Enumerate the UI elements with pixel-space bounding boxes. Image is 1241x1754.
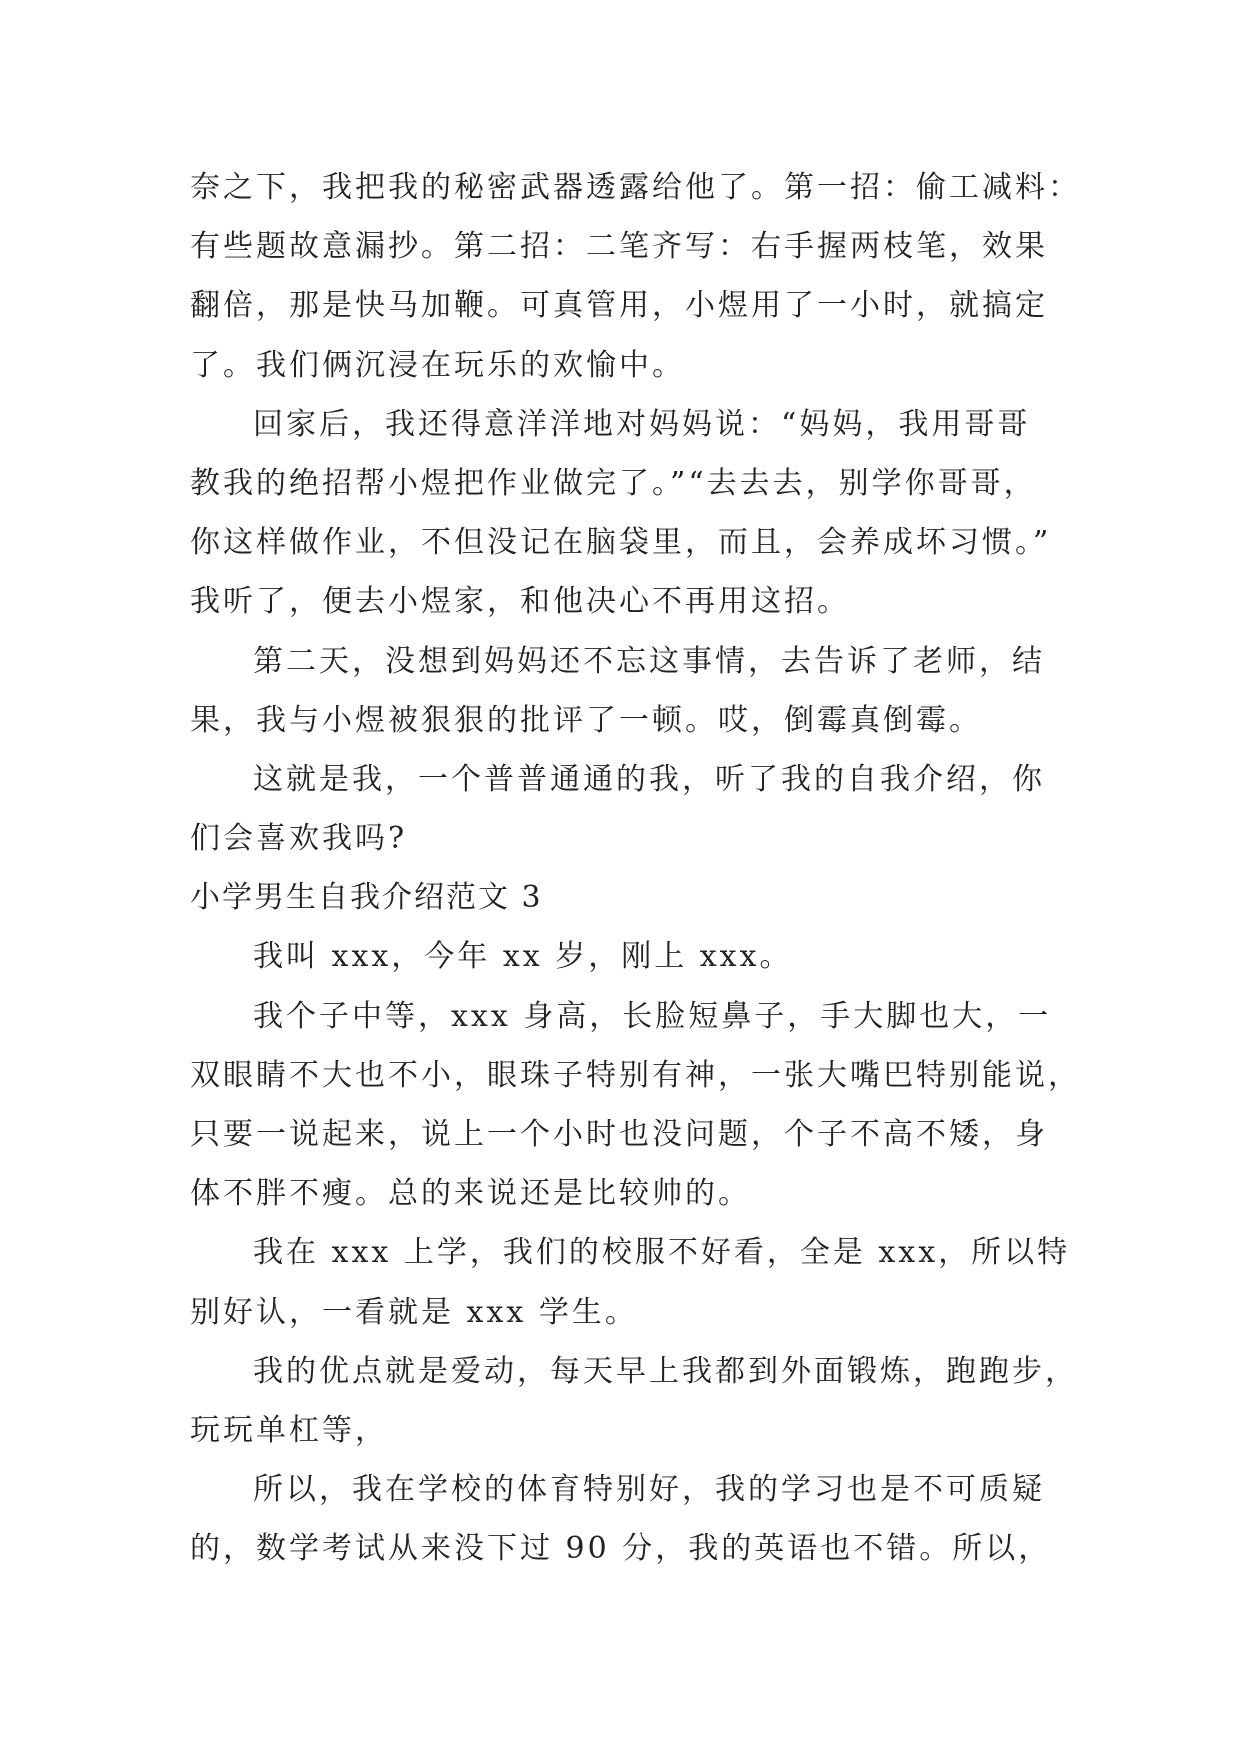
paragraph-line: 果，我与小煜被狠狠的批评了一顿。哎，倒霉真倒霉。 bbox=[190, 702, 982, 738]
paragraph-line: 奈之下，我把我的秘密武器透露给他了。第一招：偷工减料： bbox=[190, 170, 1081, 205]
paragraph-line: 这就是我，一个普普通通的我，听了我的自我介绍，你 bbox=[253, 761, 1045, 797]
paragraph-line: 你这样做作业，不但没记在脑袋里，而且，会养成坏习惯。” bbox=[190, 525, 1052, 561]
paragraph-line: 玩玩单杠等， bbox=[190, 1412, 388, 1448]
paragraph-line: 的，数学考试从来没下过 90 分，我的英语也不错。所以， bbox=[190, 1531, 1052, 1567]
paragraph-line: 们会喜欢我吗? bbox=[190, 821, 408, 857]
paragraph-line: 体不胖不瘦。总的来说还是比较帅的。 bbox=[190, 1176, 751, 1212]
paragraph-line: 我叫 xxx，今年 xx 岁，刚上 xxx。 bbox=[253, 939, 793, 975]
paragraph-line: 第二天，没想到妈妈还不忘这事情，去告诉了老师，结 bbox=[253, 643, 1045, 679]
paragraph-line: 我的优点就是爱动，每天早上我都到外面锻炼，跑跑步， bbox=[253, 1353, 1078, 1389]
paragraph-line: 双眼睛不大也不小，眼珠子特别有神，一张大嘴巴特别能说， bbox=[190, 1057, 1081, 1093]
section-heading: 小学男生自我介绍范文 3 bbox=[190, 880, 543, 916]
paragraph-line: 翻倍，那是快马加鞭。可真管用，小煜用了一小时，就搞定 bbox=[190, 288, 1048, 324]
paragraph-line: 我个子中等，xxx 身高，长脸短鼻子，手大脚也大，一 bbox=[253, 998, 1052, 1034]
paragraph-line: 别好认，一看就是 xxx 学生。 bbox=[190, 1294, 638, 1330]
paragraph-line: 了。我们俩沉浸在玩乐的欢愉中。 bbox=[190, 347, 685, 383]
paragraph-line: 只要一说起来，说上一个小时也没问题，个子不高不矮，身 bbox=[190, 1117, 1048, 1152]
paragraph-line: 回家后，我还得意洋洋地对妈妈说：“妈妈，我用哥哥 bbox=[253, 406, 1031, 442]
paragraph-line: 所以，我在学校的体育特别好，我的学习也是不可质疑 bbox=[253, 1472, 1045, 1508]
paragraph-line: 我听了，便去小煜家，和他决心不再用这招。 bbox=[190, 584, 850, 620]
paragraph-line: 教我的绝招帮小煜把作业做完了。”“去去去，别学你哥哥， bbox=[190, 465, 1037, 501]
paragraph-line: 我在 xxx 上学，我们的校服不好看，全是 xxx，所以特 bbox=[253, 1235, 1071, 1271]
paragraph-line: 有些题故意漏抄。第二招：二笔齐写：右手握两枝笔，效果 bbox=[190, 229, 1048, 265]
document-page bbox=[190, 158, 1081, 1579]
